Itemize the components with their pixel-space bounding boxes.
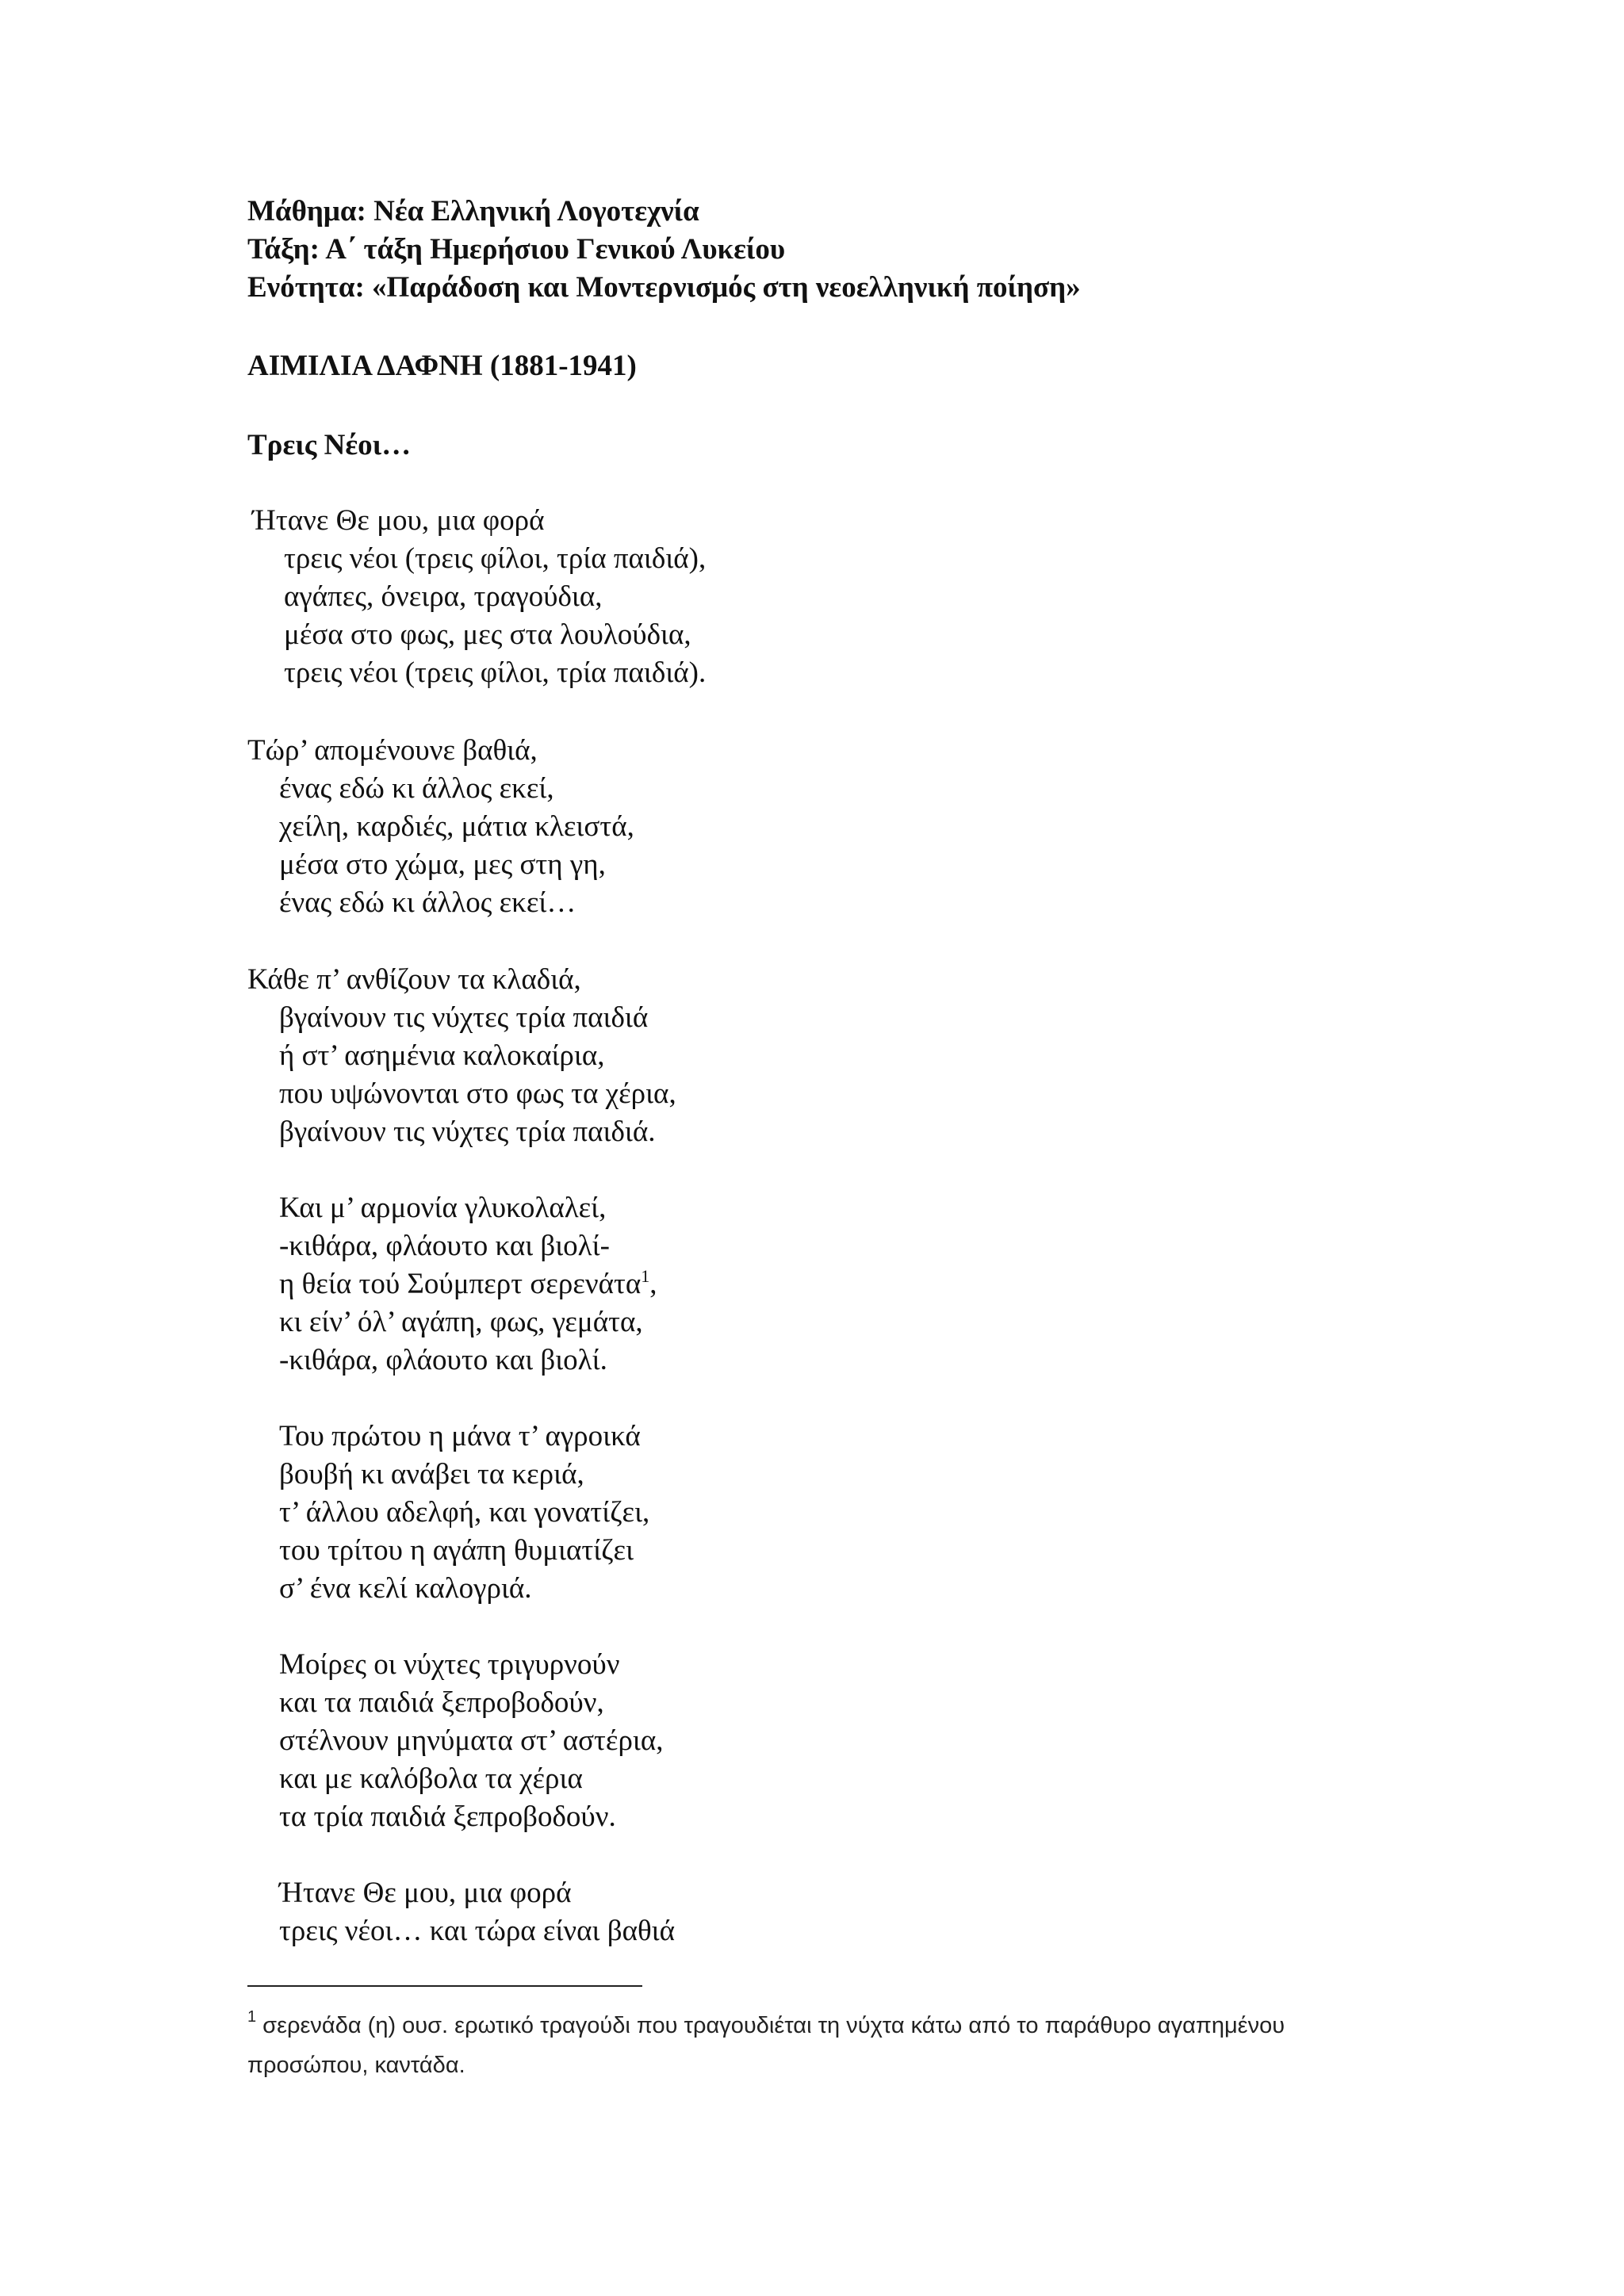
poem-line: τρεις νέοι… και τώρα είναι βαθιά <box>279 1915 676 1947</box>
stanza-1 <box>252 502 706 692</box>
poem-line: τρεις νέοι (τρεις φίλοι, τρία παιδιά). <box>284 656 707 689</box>
poem-line: και τα παιδιά ξεπροβοδούν, <box>279 1686 604 1719</box>
poem-line: και με καλόβολα τα χέρια <box>279 1762 583 1795</box>
poem-line: τρεις νέοι (τρεις φίλοι, τρία παιδιά), <box>284 542 707 575</box>
poem-line: χείλη, καρδιές, μάτια κλειστά, <box>279 810 634 843</box>
poem-line: τ’ άλλου αδελφή, και γονατίζει, <box>279 1496 650 1529</box>
footnote-text: σερενάδα (η) ουσ. ερωτικό τραγούδι που τραγουδιέται τη νύχτα κάτω από το παράθυρο αγαπημένου προσώπου, καντάδα. <box>247 2013 1285 2078</box>
poem-line: μέσα στο χώμα, μες στη γη, <box>279 848 606 881</box>
poem-line: κι είν’ όλ’ αγάπη, φως, γεμάτα, <box>279 1306 643 1338</box>
poem-line: βγαίνουν τις νύχτες τρία παιδιά <box>279 1001 649 1034</box>
stanza-7 <box>279 1874 675 1950</box>
stanza-3 <box>247 961 676 1151</box>
poem-line: βγαίνουν τις νύχτες τρία παιδιά. <box>279 1115 656 1148</box>
author-heading: ΑΙΜΙΛΙΑ ΔΑΦΝΗ (1881-1941) <box>247 350 637 382</box>
poem-line-punctuation: , <box>649 1268 657 1300</box>
poem-line-with-footnote <box>279 1265 657 1303</box>
poem-line: αγάπες, όνειρα, τραγούδια, <box>284 580 603 613</box>
poem-line: ή στ’ ασημένια καλοκαίρια, <box>279 1039 605 1072</box>
poem-line: ένας εδώ κι άλλος εκεί, <box>279 772 554 805</box>
stanza-5 <box>279 1418 649 1608</box>
poem-line-text: η θεία τού Σούμπερτ σερενάτα <box>279 1268 642 1300</box>
poem-line: Μοίρες οι νύχτες τριγυρνούν <box>279 1648 620 1681</box>
poem-line: μέσα στο φως, μες στα λουλούδια, <box>284 618 691 651</box>
poem-line: Ήτανε Θε μου, μια φορά <box>279 1877 572 1909</box>
poem-line: σ’ ένα κελί καλογριά. <box>279 1572 532 1605</box>
poem-line: τα τρία παιδιά ξεπροβοδούν. <box>279 1800 616 1833</box>
footnote <box>247 2006 1405 2085</box>
stanza-4 <box>279 1189 657 1380</box>
poem-line: Ήτανε Θε μου, μια φορά <box>252 504 545 537</box>
poem-line: -κιθάρα, φλάουτο και βιολί- <box>279 1230 610 1262</box>
document-header <box>247 193 1081 307</box>
poem-title: Τρεις Νέοι… <box>247 429 412 461</box>
footnote-marker: 1 <box>247 2008 257 2026</box>
poem-line: Του πρώτου η μάνα τ’ αγροικά <box>279 1420 641 1452</box>
stanza-2 <box>247 732 634 922</box>
subject-line: Μάθημα: Νέα Ελληνική Λογοτεχνία <box>247 195 699 228</box>
poem-line: του τρίτου η αγάπη θυμιατίζει <box>279 1534 634 1567</box>
poem-line: ένας εδώ κι άλλος εκεί… <box>279 886 576 919</box>
poem-line: Κάθε π’ ανθίζουν τα κλαδιά, <box>247 963 581 996</box>
footnote-separator <box>247 1985 642 1987</box>
poem-line: βουβή κι ανάβει τα κεριά, <box>279 1458 584 1490</box>
poem-line: -κιθάρα, φλάουτο και βιολί. <box>279 1344 607 1376</box>
poem-line: Τώρ’ απομένουνε βαθιά, <box>247 734 538 767</box>
stanza-6 <box>279 1646 664 1836</box>
class-line: Τάξη: Α΄ τάξη Ημερήσιου Γενικού Λυκείου <box>247 233 786 266</box>
poem-line: στέλνουν μηνύματα στ’ αστέρια, <box>279 1724 664 1757</box>
unit-line: Ενότητα: «Παράδοση και Μοντερνισμός στη νεοελληνική ποίηση» <box>247 271 1081 304</box>
footnote-reference: 1 <box>641 1266 650 1286</box>
poem-line: Και μ’ αρμονία γλυκολαλεί, <box>279 1192 607 1224</box>
poem-line: που υψώνονται στο φως τα χέρια, <box>279 1077 676 1110</box>
